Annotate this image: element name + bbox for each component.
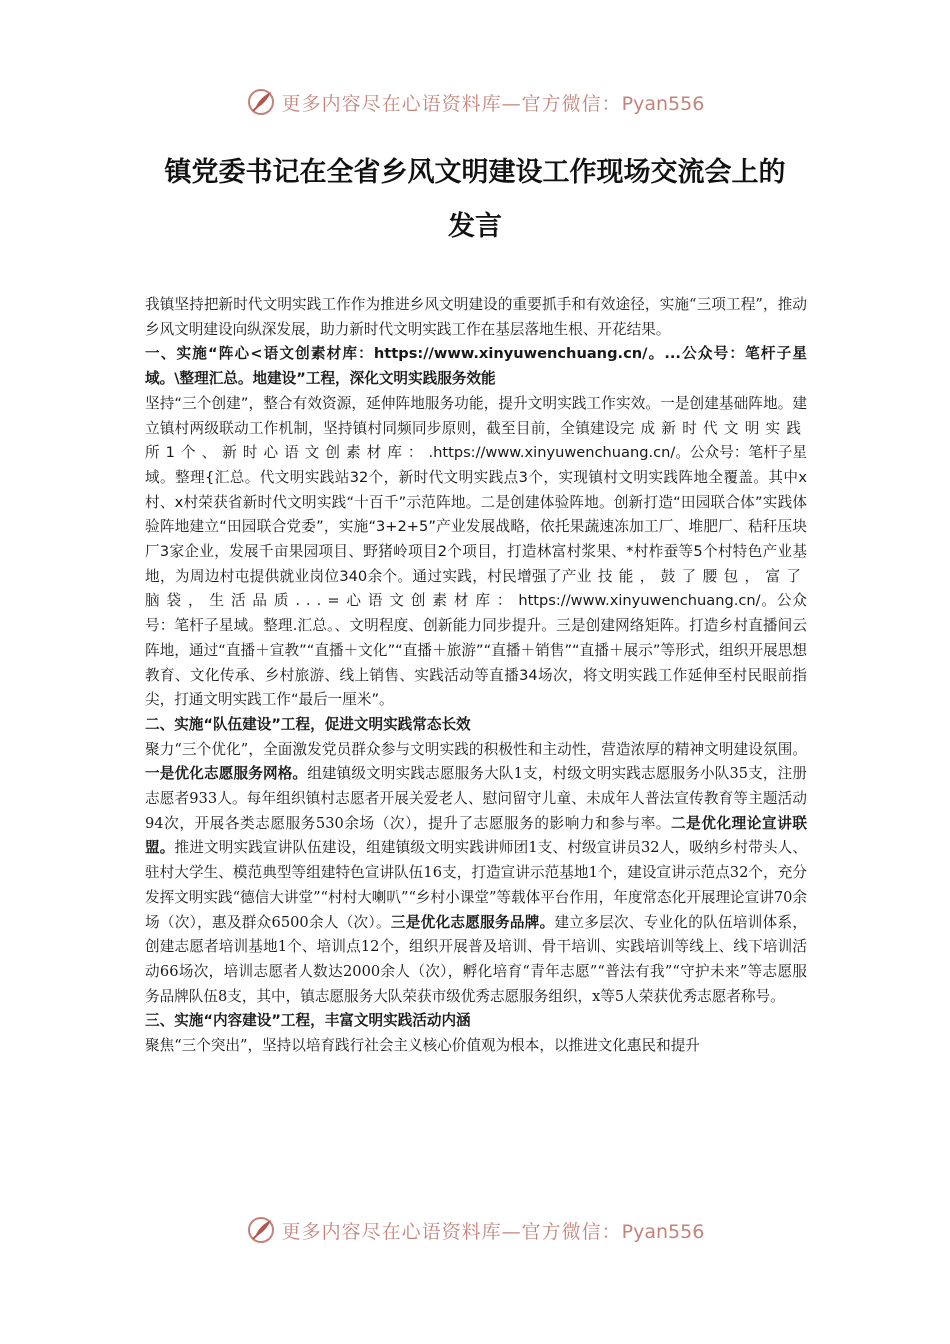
section-3-heading: 三、实施“内容建设”工程，丰富文明实践活动内涵: [145, 1012, 471, 1030]
section-1-body: 坚持“三个创建”，整合有效资源，延伸阵地服务功能，提升文明实践工作实效。一是创建基础阵地。建立镇村两级联动工作机制，坚持镇村同频同步原则，截至目前，全镇建设完成新时代文明实践所1个、新时心语文创素材库：.https://www.xinyuwenchuang.cn/。公众号：笔杆子星域。整理{汇总。代文明实践站32个，新时代文明实践点3个，实现镇村文明实践阵地全覆盖。其中x村、x村荣获省新时代文明实践“十百千”示范阵地。二是创建体验阵地。创新打造“田园联合体”实践体验阵地建立“田园联合党委”，实施“3+2+5”产业发展战略，依托果蔬速冻加工厂、堆肥厂、秸秆压块厂3家企业，发展千亩果园项目、野猪岭项目2个项目，打造林富村浆果、*村柞蚕等5个村特色产业基地，为周边村屯提供就业岗位340余个。通过实践，村民增强了产业技能，鼓了腰包，富了脑袋，生活品质...=心语文创素材库：https://www.xinyuwenchuang.cn/。公众号：笔杆子星域。整理.汇总。、文明程度、创新能力同步提升。三是创建网络矩阵。打造乡村直播间云阵地，通过“直播＋宣教”“直播＋文化”“直播＋旅游”“直播＋销售”“直播＋展示”等形式，组织开展思想教育、文化传承、乡村旅游、线上销售、实践活动等直播34场次，将文明实践工作延伸至村民眼前指尖，打通文明实践工作“最后一厘米”。: [145, 394, 807, 709]
section-3-body: 聚焦“三个突出”，坚持以培育践行社会主义核心价值观为根本，以推进文化惠民和提升: [145, 1037, 700, 1055]
intro-paragraph: 我镇坚持把新时代文明实践工作作为推进乡风文明建设的重要抓手和有效途径，实施“三项工程”，推动乡风文明建设向纵深发展，助力新时代文明实践工作在基层落地生根、开花结果。: [145, 296, 807, 338]
quill-pen-icon: [246, 87, 276, 117]
footer-banner: [0, 1212, 950, 1248]
banner-text: 更多内容尽在心语资料库—官方微信：Pyan556: [281, 1220, 705, 1243]
title-line-1: 镇党委书记在全省乡风文明建设工作现场交流会上的: [164, 157, 786, 188]
document-body: [145, 293, 807, 1059]
title-line-2: 发言: [448, 211, 502, 242]
section-2-body: 聚力“三个优化”，全面激发党员群众参与文明实践的积极性和主动性，营造浓厚的精神文明建设氛围。一是优化志愿服务网格。组建镇级文明实践志愿服务大队1支，村级文明实践志愿服务小队35支，注册志愿者933人。每年组织镇村志愿者开展关爱老人、慰问留守儿童、未成年人普法宣传教育等主题活动94次，开展各类志愿服务530余场（次），提升了志愿服务的影响力和参与率。二是优化理论宣讲联盟。推进文明实践宣讲队伍建设，组建镇级文明实践讲师团1支、村级宣讲员32人，吸纳乡村带头人、驻村大学生、模范典型等组建特色宣讲队伍16支，打造宣讲示范基地1个，建设宣讲示范点32个，充分发挥文明实践“德信大讲堂”“村村大喇叭”“乡村小课堂”等载体平台作用，年度常态化开展理论宣讲70余场（次），惠及群众6500余人（次）。三是优化志愿服务品牌。建立多层次、专业化的队伍培训体系，创建志愿者培训基地1个、培训点12个，组织开展普及培训、骨干培训、实践培训等线上、线下培训活动66场次，培训志愿者人数达2000余人（次），孵化培育“青年志愿”“普法有我”“守护未来”等志愿服务品牌队伍8支，其中，镇志愿服务大队荣获市级优秀志愿服务组织，x等5人荣获优秀志愿者称号。: [145, 740, 807, 1005]
section-2-heading: 二、实施“队伍建设”工程，促进文明实践常态长效: [145, 715, 471, 733]
section-1-heading: 一、实施“阵心<语文创素材库：https://www.xinyuwenchuang.cn/。...公众号：笔杆子星域。\整理汇总。地建设”工程，深化文明实践服务效能: [145, 345, 807, 388]
document-title: [130, 146, 820, 254]
quill-pen-icon: [246, 1215, 276, 1245]
header-banner: [0, 84, 950, 120]
banner-text: 更多内容尽在心语资料库—官方微信：Pyan556: [281, 92, 705, 115]
